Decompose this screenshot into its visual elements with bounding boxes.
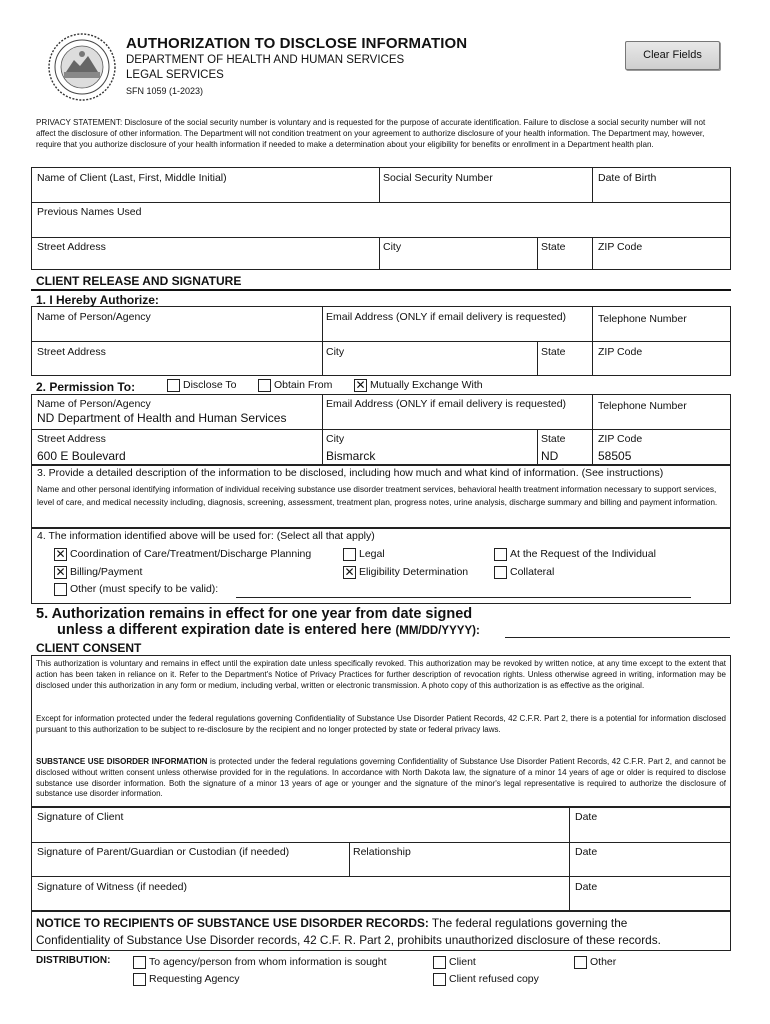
client-street-field[interactable]: Street Address [37,241,106,253]
dist-requesting-label: Requesting Agency [149,973,240,985]
notice-line-1: NOTICE TO RECIPIENTS OF SUBSTANCE USE DISORDER RECORDS: The federal regulations governing the [36,916,628,930]
expiration-date-field[interactable] [505,637,730,638]
dist-refused-checkbox[interactable] [433,973,446,986]
consent-paragraph-3: SUBSTANCE USE DISORDER INFORMATION is protected under the federal regulations governing Confidentiality of Substance Use Disorder Patient Records, 42 C.F.R. Part 2, and cannot be disclosed without written consent unless otherwise provided for in the regulations. In accordance with North Dakota law, the signature of a minor 14 years of age or older is required to disclose substance use disorder information. Both the signature of a minor 13 years of age or younger and the signature of the minor's legal representative is required to authorize the disclosure of substance use disorder information. [36,757,726,799]
x-mark-icon: ✕ [55,565,66,579]
perm-street-field[interactable]: 600 E Boulevard [37,449,126,463]
expiration-line1: 5. Authorization remains in effect for one year from date signed [36,606,473,622]
privacy-statement: PRIVACY STATEMENT: Disclosure of the social security number is voluntary and is requested for the purpose of accurate identification. Failure to disclose a social security number will not affect the disclosure of other information. The Department will not condition treatment on your agreement to authorize disclosure of your health information. The Department may, however, require that you authorize disclosure of your health information if needed to make a determination about your eligibility for benefits or enrollment in a Department health plan. [36,118,706,150]
eligibility-checkbox[interactable] [343,566,356,579]
other-purpose-label: Other (must specify to be valid): [70,583,219,595]
coordination-label: Coordination of Care/Treatment/Discharge Planning [70,548,312,560]
client-name-field[interactable]: Name of Client (Last, First, Middle Initial) [37,172,227,184]
obtain-from-checkbox[interactable] [258,379,271,392]
eligibility-label: Eligibility Determination [359,566,469,578]
dist-agency-checkbox[interactable] [133,956,146,969]
billing-checkbox[interactable] [54,566,67,579]
disclose-to-label: Disclose To [183,379,237,391]
mutually-exchange-checkbox[interactable] [354,379,367,392]
other-purpose-checkbox[interactable] [54,583,67,596]
client-state-field[interactable]: State [541,241,566,253]
form-number: SFN 1059 (1-2023) [126,86,204,96]
auth-street-field[interactable]: Street Address [37,346,106,358]
legal-checkbox[interactable] [343,548,356,561]
consent-paragraph-1: This authorization is voluntary and remains in effect until the expiration date unless specifically revoked. This authorization may be revoked by written notice, at any time except to the extent that action has been taken in reliance on it. Refer to the Department's Notice of Privacy Practices for further description of revocation rights. Unless otherwise agreed in writing, information may be disclosed under this authorization in any form or medium, including verbal, written or electronic transmission. A photo copy of this authorization is as effective as the original. [36,659,726,690]
dist-requesting-checkbox[interactable] [133,973,146,986]
disclose-to-checkbox[interactable] [167,379,180,392]
expiration-line2: unless a different expiration date is entered here (MM/DD/YYYY): [57,622,480,638]
state-seal-icon [44,32,120,102]
mutually-exchange-label: Mutually Exchange With [370,379,483,391]
x-mark-icon: ✕ [355,378,366,392]
auth-city-field[interactable]: City [326,346,345,358]
dob-field[interactable]: Date of Birth [598,172,657,184]
collateral-checkbox[interactable] [494,566,507,579]
perm-email-field[interactable]: Email Address (ONLY if email delivery is requested) [326,398,567,410]
release-heading: CLIENT RELEASE AND SIGNATURE [36,274,242,288]
perm-state-field[interactable]: ND [541,449,559,463]
guardian-signature-date[interactable]: Date [575,846,598,858]
perm-person-field[interactable]: ND Department of Health and Human Services [37,411,287,425]
ssn-field[interactable]: Social Security Number [383,172,493,184]
signature-table [31,807,731,911]
client-city-field[interactable]: City [383,241,402,253]
dist-other-label: Other [590,956,617,968]
perm-city-label: City [326,433,345,445]
permission-heading: 2. Permission To: [36,380,136,394]
x-mark-icon: ✕ [344,565,355,579]
perm-phone-field[interactable]: Telephone Number [598,400,687,412]
perm-state-label: State [541,433,566,445]
individual-request-label: At the Request of the Individual [510,548,656,560]
witness-signature-field[interactable]: Signature of Witness (if needed) [37,881,187,893]
perm-street-label: Street Address [37,433,106,445]
dist-other-checkbox[interactable] [574,956,587,969]
dist-client-checkbox[interactable] [433,956,446,969]
obtain-from-label: Obtain From [274,379,333,391]
perm-city-field[interactable]: Bismarck [326,449,376,463]
consent-heading: CLIENT CONSENT [36,641,142,655]
auth-zip-field[interactable]: ZIP Code [598,346,643,358]
auth-phone-field[interactable]: Telephone Number [598,313,687,325]
auth-email-field[interactable]: Email Address (ONLY if email delivery is requested) [326,311,567,323]
other-purpose-field[interactable] [236,597,691,598]
clear-fields-button[interactable]: Clear Fields [625,41,720,70]
dist-client-label: Client [449,956,476,968]
description-field[interactable]: Name and other personal identifying information of individual receiving substance use disorder treatment services, behavioral health treatment information necessary to support services, level of care, and medical necessity including, diagnosis, screening, assessment, treatment plan, progress notes, urine analysis, discharge summary and billing and payment information. [37,484,718,507]
billing-label: Billing/Payment [70,566,143,578]
description-label: 3. Provide a detailed description of the information to be disclosed, including how much and what kind of information. (See instructions) [37,467,664,479]
guardian-signature-field[interactable]: Signature of Parent/Guardian or Custodian (if needed) [37,846,290,858]
purpose-label: 4. The information identified above will be used for: (Select all that apply) [37,530,375,542]
authorize-heading: 1. I Hereby Authorize: [36,293,159,307]
division-name: LEGAL SERVICES [126,69,224,81]
form-title: AUTHORIZATION TO DISCLOSE INFORMATION [126,35,468,52]
perm-person-label: Name of Person/Agency [37,398,151,410]
client-signature-date[interactable]: Date [575,811,598,823]
distribution-label: DISTRIBUTION: [36,955,111,966]
auth-state-field[interactable]: State [541,346,566,358]
auth-person-field[interactable]: Name of Person/Agency [37,311,151,323]
x-mark-icon: ✕ [55,547,66,561]
individual-request-checkbox[interactable] [494,548,507,561]
consent-paragraph-2: Except for information protected under the federal regulations governing Confidentiality of Substance Use Disorder Patient Records, 42 C.F.R. Part 2, there is a potential for information disclosed pursuant to this authorization to be subject to re-disclosure by the recipient and no longer protected by state or federal privacy laws. [36,714,726,734]
client-signature-field[interactable]: Signature of Client [37,811,124,823]
previous-names-field[interactable]: Previous Names Used [37,206,142,218]
perm-zip-label: ZIP Code [598,433,643,445]
perm-zip-field[interactable]: 58505 [598,449,632,463]
witness-signature-date[interactable]: Date [575,881,598,893]
collateral-label: Collateral [510,566,555,578]
client-zip-field[interactable]: ZIP Code [598,241,643,253]
relationship-field[interactable]: Relationship [353,846,411,858]
dist-agency-label: To agency/person from whom information is sought [149,956,387,968]
notice-line-2: Confidentiality of Substance Use Disorder records, 42 C.F. R. Part 2, prohibits unauthorized disclosure of these records. [36,933,661,947]
department-name: DEPARTMENT OF HEALTH AND HUMAN SERVICES [126,54,405,66]
dist-refused-label: Client refused copy [449,973,539,985]
coordination-checkbox[interactable] [54,548,67,561]
legal-label: Legal [359,548,385,560]
